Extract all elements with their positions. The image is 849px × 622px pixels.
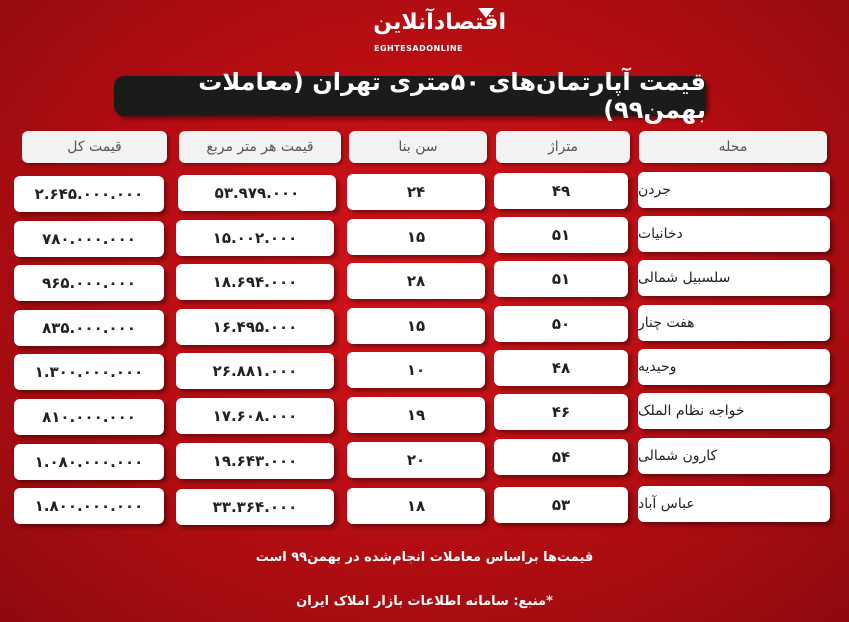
cell-total-price: ۲.۶۴۵.۰۰۰.۰۰۰ [14, 176, 164, 212]
cell-total-price: ۷۸۰.۰۰۰.۰۰۰ [14, 221, 164, 257]
cell-price-per-meter: ۳۳.۳۶۴.۰۰۰ [176, 489, 334, 525]
cell-age: ۱۸ [347, 488, 485, 524]
cell-price-per-meter: ۱۹.۶۴۳.۰۰۰ [176, 443, 334, 479]
logo-text: اقتصادآنلاین [373, 10, 506, 35]
footnote: قیمت‌ها براساس معاملات انجام‌شده در بهمن۹۹ است [255, 550, 594, 565]
header-price-per-meter: قیمت هر متر مربع [179, 131, 341, 163]
header-age: سن بنا [349, 131, 487, 163]
cell-district: جردن [638, 172, 830, 208]
cell-district: وحیدیه [638, 349, 830, 385]
cell-district: هفت چنار [638, 305, 830, 341]
header-total-price: قیمت کل [22, 131, 167, 163]
title-banner [114, 68, 706, 124]
cell-age: ۱۹ [347, 397, 485, 433]
cell-age: ۱۵ [347, 308, 485, 344]
cell-age: ۲۸ [347, 263, 485, 299]
cell-area: ۵۱ [494, 217, 628, 253]
cell-age: ۲۴ [347, 174, 485, 210]
cell-district: خواجه نظام الملک [638, 393, 830, 429]
header-area: متراژ [496, 131, 630, 163]
cell-total-price: ۸۳۵.۰۰۰.۰۰۰ [14, 310, 164, 346]
cell-area: ۴۸ [494, 350, 628, 386]
brand-logo [372, 6, 506, 62]
cell-age: ۲۰ [347, 442, 485, 478]
cell-district: دخانیات [638, 216, 830, 252]
cell-age: ۱۰ [347, 352, 485, 388]
page-title: قیمت آپارتمان‌های ۵۰متری تهران (معاملات بهمن۹۹) [198, 68, 706, 124]
cell-total-price: ۱.۸۰۰.۰۰۰.۰۰۰ [14, 488, 164, 524]
cell-area: ۵۴ [494, 439, 628, 475]
cell-total-price: ۸۱۰.۰۰۰.۰۰۰ [14, 399, 164, 435]
cell-price-per-meter: ۲۶.۸۸۱.۰۰۰ [176, 353, 334, 389]
cell-district: سلسبیل شمالی [638, 260, 830, 296]
cell-price-per-meter: ۱۸.۶۹۴.۰۰۰ [176, 264, 334, 300]
cell-area: ۴۹ [494, 173, 628, 209]
cell-area: ۵۰ [494, 306, 628, 342]
cell-area: ۵۳ [494, 487, 628, 523]
cell-district: کارون شمالی [638, 438, 830, 474]
header-district: محله [639, 131, 827, 163]
cell-price-per-meter: ۱۵.۰۰۲.۰۰۰ [176, 220, 334, 256]
source-note: *منبع: سامانه اطلاعات بازار املاک ایران [296, 594, 553, 609]
cell-area: ۴۶ [494, 394, 628, 430]
cell-total-price: ۱.۰۸۰.۰۰۰.۰۰۰ [14, 444, 164, 480]
cell-price-per-meter: ۱۶.۴۹۵.۰۰۰ [176, 309, 334, 345]
cell-total-price: ۱.۳۰۰.۰۰۰.۰۰۰ [14, 354, 164, 390]
logo-subtext: EGHTESADONLINE [374, 44, 463, 53]
cell-area: ۵۱ [494, 261, 628, 297]
cell-total-price: ۹۶۵.۰۰۰.۰۰۰ [14, 265, 164, 301]
cell-price-per-meter: ۱۷.۶۰۸.۰۰۰ [176, 398, 334, 434]
cell-price-per-meter: ۵۳.۹۷۹.۰۰۰ [178, 175, 336, 211]
cell-district: عباس آباد [638, 486, 830, 522]
cell-age: ۱۵ [347, 219, 485, 255]
